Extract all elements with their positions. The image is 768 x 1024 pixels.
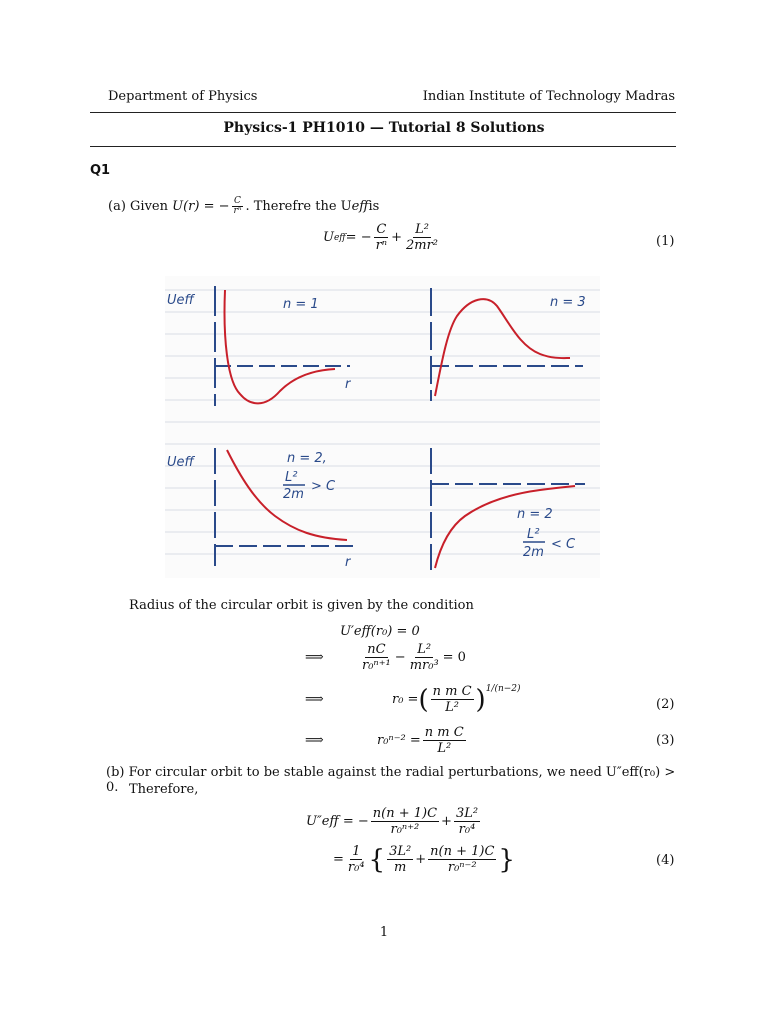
title-rule	[90, 146, 676, 147]
panel4-n-label: n = 2	[517, 507, 553, 522]
equation-1-number: (1)	[656, 234, 675, 249]
part-b-statement: (b) For circular orbit to be stable against the radial perturbations, we need U″eff(r₀) > 0.	[106, 765, 676, 795]
part-b-therefore: Therefore,	[129, 782, 199, 797]
radius-condition-text: Radius of the circular orbit is given by the condition	[129, 598, 474, 613]
question-label: Q1	[90, 163, 111, 178]
header-rule	[90, 112, 676, 113]
equation-4-number: (4)	[656, 853, 675, 868]
condition-line-4: ⟹ r₀ⁿ⁻² = $\frac{\text{n m C}}{\text{L²}}$	[305, 725, 464, 756]
ueff-sketch	[165, 276, 600, 578]
equation-4-line-1: U″eff = − $\frac{n(n + 1)C}{\text{r₀ⁿ⁺²}}$ + $\frac{\text{3L²}}{\text{r₀⁴}}$	[306, 806, 479, 837]
institute-name: Indian Institute of Technology Madras	[422, 89, 675, 104]
equation-1: U eff = − $\frac{C}{\text{rⁿ}}$ + $\frac{\text{L²}}{\text{2mr²}}$	[323, 222, 439, 253]
panel3-cmp: > C	[311, 479, 336, 494]
panel3-frac-den: 2m	[283, 487, 304, 502]
panel4-frac-num: L²	[527, 527, 540, 542]
condition-line-2: ⟹ $\frac{nC}{\text{r₀ⁿ⁺¹}}$ − $\frac{\text{L²}}{\text{mr₀³}}$ = 0	[305, 642, 466, 673]
panel3-frac-num: L²	[285, 470, 298, 485]
panel1-r-label: r	[345, 377, 351, 392]
condition-line-1: U′eff(r₀) = 0	[340, 624, 420, 639]
part-a-statement: (a) Given U(r) = − $\frac{C}{\text{rⁿ}}$ . Therefre the U eff is	[108, 196, 380, 216]
panel3-n-label: n = 2,	[287, 451, 327, 466]
panel1-n-label: n = 1	[283, 297, 319, 312]
page-title: Physics-1 PH1010 — Tutorial 8 Solutions	[223, 120, 545, 136]
panel2-n-label: n = 3	[550, 295, 586, 310]
panel1-ylabel: Ueff	[167, 293, 194, 308]
panel4-frac-den: 2m	[523, 545, 544, 560]
panel3-ylabel: Ueff	[167, 455, 194, 470]
panel3-r-label: r	[345, 555, 351, 570]
equation-3-number: (3)	[656, 733, 675, 748]
equation-4-line-2: = $\frac{1}{\text{r₀⁴}}$ { $\frac{\text{3L²}}{m}$ + $\frac{n(n + 1)C}{\text{r₀ⁿ⁻²}}$ }	[333, 844, 515, 875]
equation-2-number: (2)	[656, 697, 675, 712]
page-number: 1	[379, 925, 389, 940]
condition-line-3: ⟹ r₀ = ( $\frac{\text{n m C}}{\text{L²}}$ ) $^{1/(n-2)}$	[305, 684, 521, 715]
department-name: Department of Physics	[108, 89, 258, 104]
panel4-cmp: < C	[551, 537, 576, 552]
